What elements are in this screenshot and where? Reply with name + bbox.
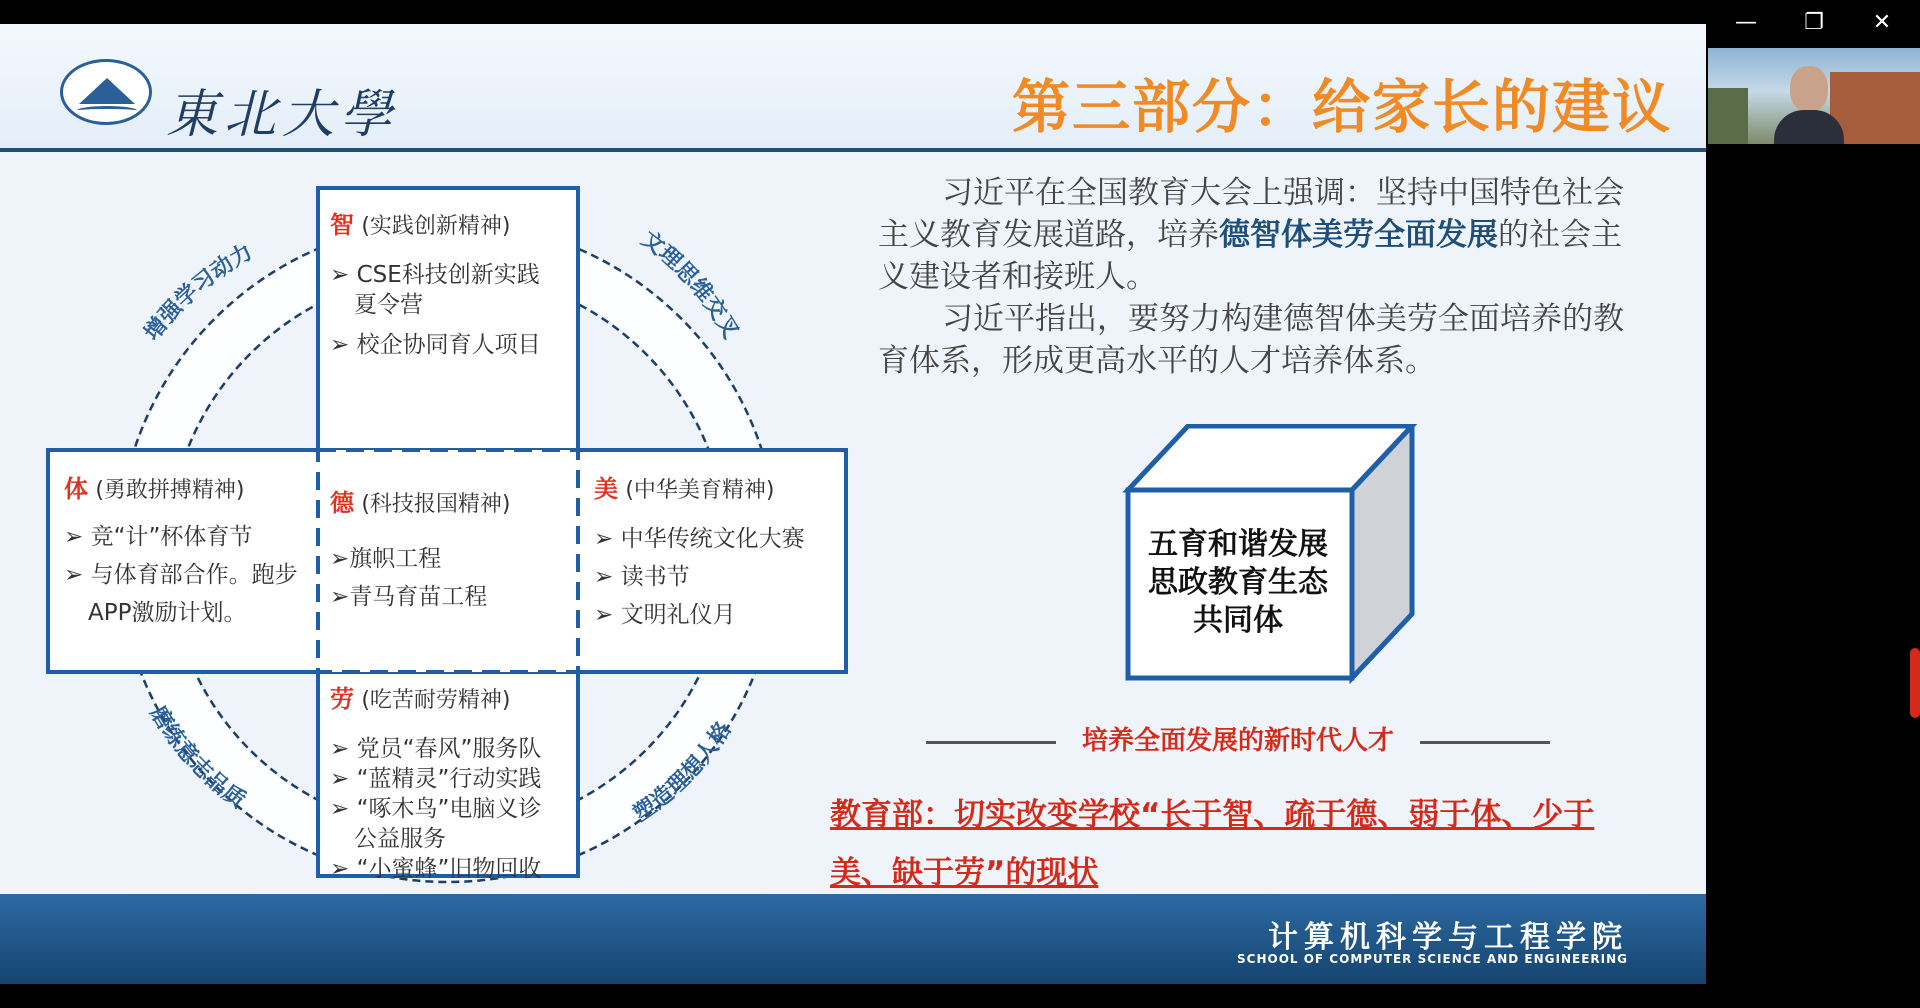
arc-label-top-left: 增强学习动力 [139,239,258,346]
zhi-box [330,210,570,360]
cube-line-3: 共同体 [1193,603,1283,638]
paragraph-1 [878,172,1638,298]
slide-footer [0,894,1706,984]
restore-button[interactable] [1780,0,1848,46]
zhi-item-3: ➢ 校企协同育人项目 [330,332,541,358]
moe-line-1: 教育部：切实改变学校“长于智、疏于德、弱于体、少于 [830,797,1595,833]
arc-label-top-right: 文理思维交叉 [636,226,744,344]
ti-item-2: ➢ 与体育部合作。跑步 [64,562,298,588]
de-box [330,488,570,612]
mei-head: 美 [594,475,618,503]
p1-before: 习近平在全国教育大会上强调：坚持中国特色社会主义教育发展道路，培养 [878,175,1624,253]
de-item-1: ➢旗帜工程 [330,546,442,572]
restore-icon: ❐ [1804,10,1824,35]
arc-label-bottom-left: 磨练意志品质 [144,702,250,814]
mei-item-2: ➢ 读书节 [594,564,690,590]
mei-item-3: ➢ 文明礼仪月 [594,602,736,628]
zhi-item-2: 夏令营 [354,292,423,318]
video-trees [1708,88,1748,144]
de-head: 德 [330,489,354,517]
lao-item-1: ➢ 党员“春风”服务队 [330,736,542,762]
school-name-en: SCHOOL OF COMPUTER SCIENCE AND ENGINEERING [1237,952,1628,966]
ti-head: 体 [64,475,88,503]
de-sub: (科技报国精神) [361,492,511,517]
moe-line-2: 美、缺于劳”的现状 [830,855,1099,891]
arc-label-bottom-right: 塑造理想人格 [629,717,737,828]
paragraph-2: 习近平指出，要努力构建德智体美劳全面培养的教育体系，形成更高水平的人才培养体系。 [878,301,1624,379]
lao-box [330,684,570,884]
policy-paragraph [878,172,1638,382]
university-emblem-logo [60,59,152,125]
lao-item-2: ➢ “蓝精灵”行动实践 [330,766,542,792]
mei-box [594,474,834,630]
top-bar [0,0,1920,24]
ti-box [64,474,312,628]
ti-item-3: APP激励计划。 [88,600,247,626]
minimize-icon: — [1735,10,1757,35]
university-name: 東北大學 [166,85,399,145]
p1-highlight: 德智体美劳全面发展 [1219,217,1498,253]
school-name-cn: 计算机科学与工程学院 [1268,920,1628,955]
lao-item-4: 公益服务 [354,826,446,852]
cube-line-2: 思政教育生态 [1148,565,1328,600]
minimize-button[interactable] [1712,0,1780,46]
lao-sub: (吃苦耐劳精神) [361,688,511,713]
slide-header [0,24,1706,150]
zhi-sub: (实践创新精神) [361,214,511,239]
presenter-video-thumbnail[interactable] [1708,48,1920,144]
tagline-row [926,722,1550,762]
cube-label [1128,526,1348,640]
moe-statement [830,786,1650,902]
p1-after: 的社会主义建设者和接班人。 [878,217,1622,295]
scrollbar-thumb[interactable] [1910,648,1920,718]
zhi-item-1: ➢ CSE科技创新实践 [330,262,540,288]
lao-head: 劳 [330,685,354,713]
cube-line-1: 五育和谐发展 [1148,527,1328,562]
close-icon: ✕ [1872,10,1892,35]
ti-sub: (勇敢拼搏精神) [95,478,245,503]
ti-item-1: ➢ 竞“计”杯体育节 [64,524,253,550]
de-item-2: ➢青马育苗工程 [330,584,488,610]
lao-item-5: ➢ “小蜜蜂”旧物回收 [330,856,542,882]
tagline-rule-right [1420,741,1550,744]
mei-sub: (中华美育精神) [625,478,775,503]
presenter-avatar [1774,66,1844,144]
slide-title: 第三部分：给家长的建议 [1011,73,1672,141]
five-education-diagram [0,152,860,912]
lao-item-3: ➢ “啄木鸟”电脑义诊 [330,796,542,822]
zhi-head: 智 [330,211,354,239]
mei-item-1: ➢ 中华传统文化大赛 [594,526,805,552]
tagline: 培养全面发展的新时代人才 [1081,726,1394,756]
presentation-slide [0,24,1706,984]
close-button[interactable] [1848,0,1916,46]
